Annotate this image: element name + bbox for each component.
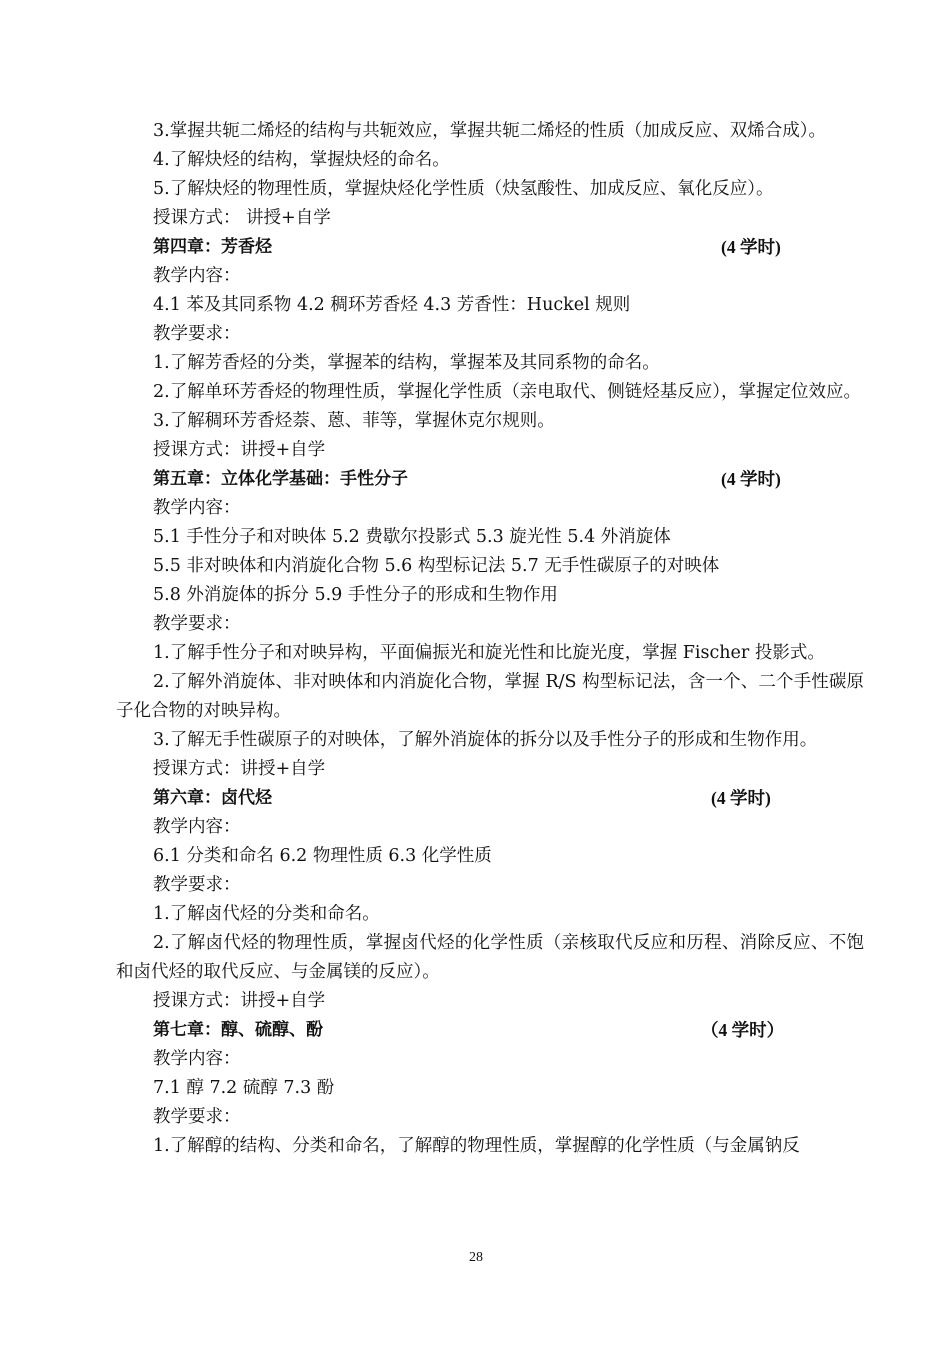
- chapter-title: 第五章：立体化学基础：手性分子: [153, 469, 408, 489]
- requirement-item: 1.了解芳香烃的分类，掌握苯的结构，掌握苯及其同系物的命名。: [153, 353, 660, 373]
- chapter-hours: (4 学时): [721, 469, 781, 489]
- section-label: 教学内容：: [153, 266, 241, 286]
- section-label: 教学要求：: [153, 614, 241, 634]
- chapter-title: 第七章：醇、硫醇、酚: [153, 1020, 323, 1040]
- chapter-heading: [116, 1016, 864, 1045]
- section-label: 教学内容：: [153, 1049, 241, 1069]
- chapter-heading: [116, 465, 864, 494]
- text-line: 5.了解炔烃的物理性质，掌握炔烃化学性质（炔氢酸性、加成反应、氧化反应）。: [153, 179, 774, 199]
- section-label: 教学内容：: [153, 498, 241, 518]
- chapter-hours: (4 学时): [721, 237, 781, 257]
- chapter-heading: [116, 233, 864, 262]
- teaching-method: 授课方式： 讲授+自学: [153, 208, 331, 228]
- page-content: [116, 117, 864, 1161]
- teaching-method: 授课方式：讲授+自学: [153, 991, 326, 1011]
- requirement-item: 3.了解无手性碳原子的对映体，了解外消旋体的拆分以及手性分子的形成和生物作用。: [153, 730, 818, 750]
- content-line: 7.1 醇 7.2 硫醇 7.3 酚: [153, 1078, 335, 1098]
- section-label: 教学要求：: [153, 324, 241, 344]
- content-line: 5.5 非对映体和内消旋化合物 5.6 构型标记法 5.7 无手性碳原子的对映体: [153, 556, 720, 576]
- requirement-item: 2.了解单环芳香烃的物理性质，掌握化学性质（亲电取代、侧链烃基反应），掌握定位效应。: [153, 382, 861, 402]
- text-line: 3.掌握共轭二烯烃的结构与共轭效应，掌握共轭二烯烃的性质（加成反应、双烯合成）。: [153, 121, 826, 141]
- chapter-title: 第六章：卤代烃: [153, 788, 272, 808]
- requirement-item: 1.了解醇的结构、分类和命名，了解醇的物理性质，掌握醇的化学性质（与金属钠反: [153, 1136, 800, 1156]
- text-line: 4.了解炔烃的结构，掌握炔烃的命名。: [153, 150, 450, 170]
- content-line: 5.8 外消旋体的拆分 5.9 手性分子的形成和生物作用: [153, 585, 558, 605]
- chapter-hours: （4 学时）: [701, 1020, 785, 1040]
- requirement-item: 3.了解稠环芳香烃萘、蒽、菲等，掌握休克尔规则。: [153, 411, 555, 431]
- requirement-item: 2.了解外消旋体、非对映体和内消旋化合物，掌握 R/S 构型标记法，含一个、二个手性碳原子化合物的对映异构。: [116, 672, 864, 721]
- content-line: 4.1 苯及其同系物 4.2 稠环芳香烃 4.3 芳香性：Huckel 规则: [153, 295, 631, 315]
- chapter-hours: (4 学时): [711, 788, 771, 808]
- section-label: 教学内容：: [153, 817, 241, 837]
- page-number: 28: [469, 1250, 483, 1265]
- teaching-method: 授课方式：讲授+自学: [153, 440, 326, 460]
- requirement-item: 1.了解手性分子和对映异构，平面偏振光和旋光性和比旋光度，掌握 Fischer 投影式。: [153, 643, 825, 663]
- requirement-item: 1.了解卤代烃的分类和命名。: [153, 904, 380, 924]
- requirement-item: 2.了解卤代烃的物理性质，掌握卤代烃的化学性质（亲核取代反应和历程、消除反应、不饱和卤代烃的取代反应、与金属镁的反应）。: [116, 933, 864, 982]
- content-line: 5.1 手性分子和对映体 5.2 费歇尔投影式 5.3 旋光性 5.4 外消旋体: [153, 527, 671, 547]
- section-label: 教学要求：: [153, 1107, 241, 1127]
- teaching-method: 授课方式：讲授+自学: [153, 759, 326, 779]
- section-label: 教学要求：: [153, 875, 241, 895]
- chapter-title: 第四章：芳香烃: [153, 237, 272, 257]
- chapter-heading: [116, 784, 864, 813]
- content-line: 6.1 分类和命名 6.2 物理性质 6.3 化学性质: [153, 846, 492, 866]
